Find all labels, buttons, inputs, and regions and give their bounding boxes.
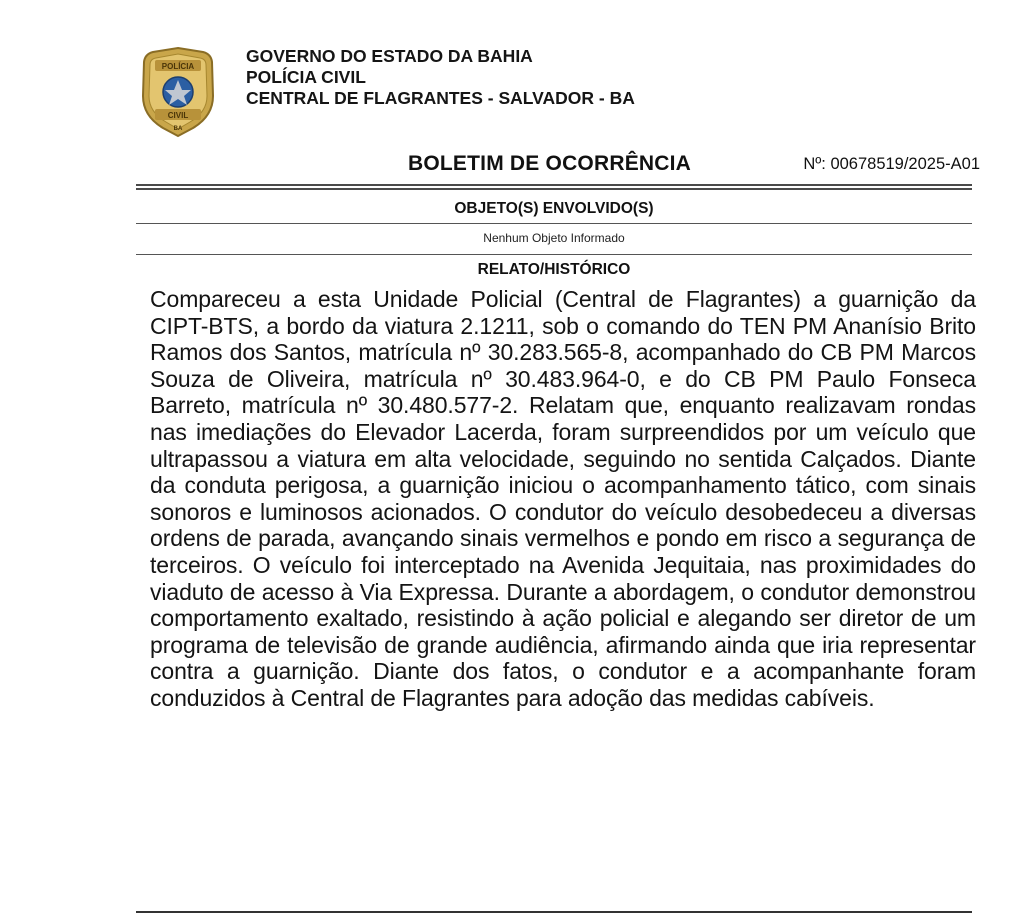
- org-line-unit: CENTRAL DE FLAGRANTES - SALVADOR - BA: [246, 88, 635, 108]
- police-badge-icon: [141, 46, 215, 138]
- report-section-heading: RELATO/HISTÓRICO: [477, 261, 631, 278]
- org-line-government: GOVERNO DO ESTADO DA BAHIA: [246, 46, 533, 66]
- title-divider: [136, 184, 972, 190]
- org-line-police: POLÍCIA CIVIL: [246, 67, 366, 87]
- bottom-divider: [136, 911, 972, 913]
- badge-bottom-text: CIVIL: [167, 111, 189, 120]
- objects-section-note: Nenhum Objeto Informado: [483, 231, 625, 245]
- document-number: Nº: 00678519/2025-A01: [803, 155, 980, 173]
- objects-section-heading: OBJETO(S) ENVOLVIDO(S): [454, 200, 654, 217]
- badge-top-text: POLÍCIA: [161, 62, 195, 71]
- badge-state-text: BA: [173, 126, 183, 132]
- document-title: BOLETIM DE OCORRÊNCIA: [408, 152, 692, 175]
- objects-section-divider: [136, 254, 972, 255]
- report-narrative: Compareceu a esta Unidade Policial (Central de Flagrantes) a guarnição da CIPT-BTS, a bordo da viatura 2.1211, sob o comando do TEN PM Ananísio Brito Ramos dos Santos, matrícula nº 30.283.565-8, acompanhado do CB PM Marcos Souza de Oliveira, matrícula nº 30.483.964-0, e do CB PM Paulo Fonseca Barreto, matrícula nº 30.480.577-2. Relatam que, enquanto realizavam rondas nas imediações do Elevador Lacerda, foram surpreendidos por um veículo que ultrapassou a viatura em alta velocidade, seguindo no sentida Calçados. Diante da conduta perigosa, a guarnição iniciou o acompanhamento tático, com sinais sonoros e luminosos acionados. O condutor do veículo desobedeceu a diversas ordens de parada, avançando sinais vermelhos e pondo em risco a segurança de terceiros. O veículo foi interceptado na Avenida Jequitaia, nas proximidades do viaduto de acesso à Via Expressa. Durante a abordagem, o condutor demonstrou comportamento exaltado, resistindo à ação policial e alegando ser diretor de um programa de televisão de grande audiência, afirmando ainda que iria representar contra a guarnição. Diante dos fatos, o condutor e a acompanhante foram conduzidos à Central de Flagrantes para adoção das medidas cabíveis.: [150, 286, 976, 711]
- objects-heading-divider: [136, 223, 972, 224]
- organization-header: [246, 46, 635, 109]
- title-row: [136, 150, 980, 180]
